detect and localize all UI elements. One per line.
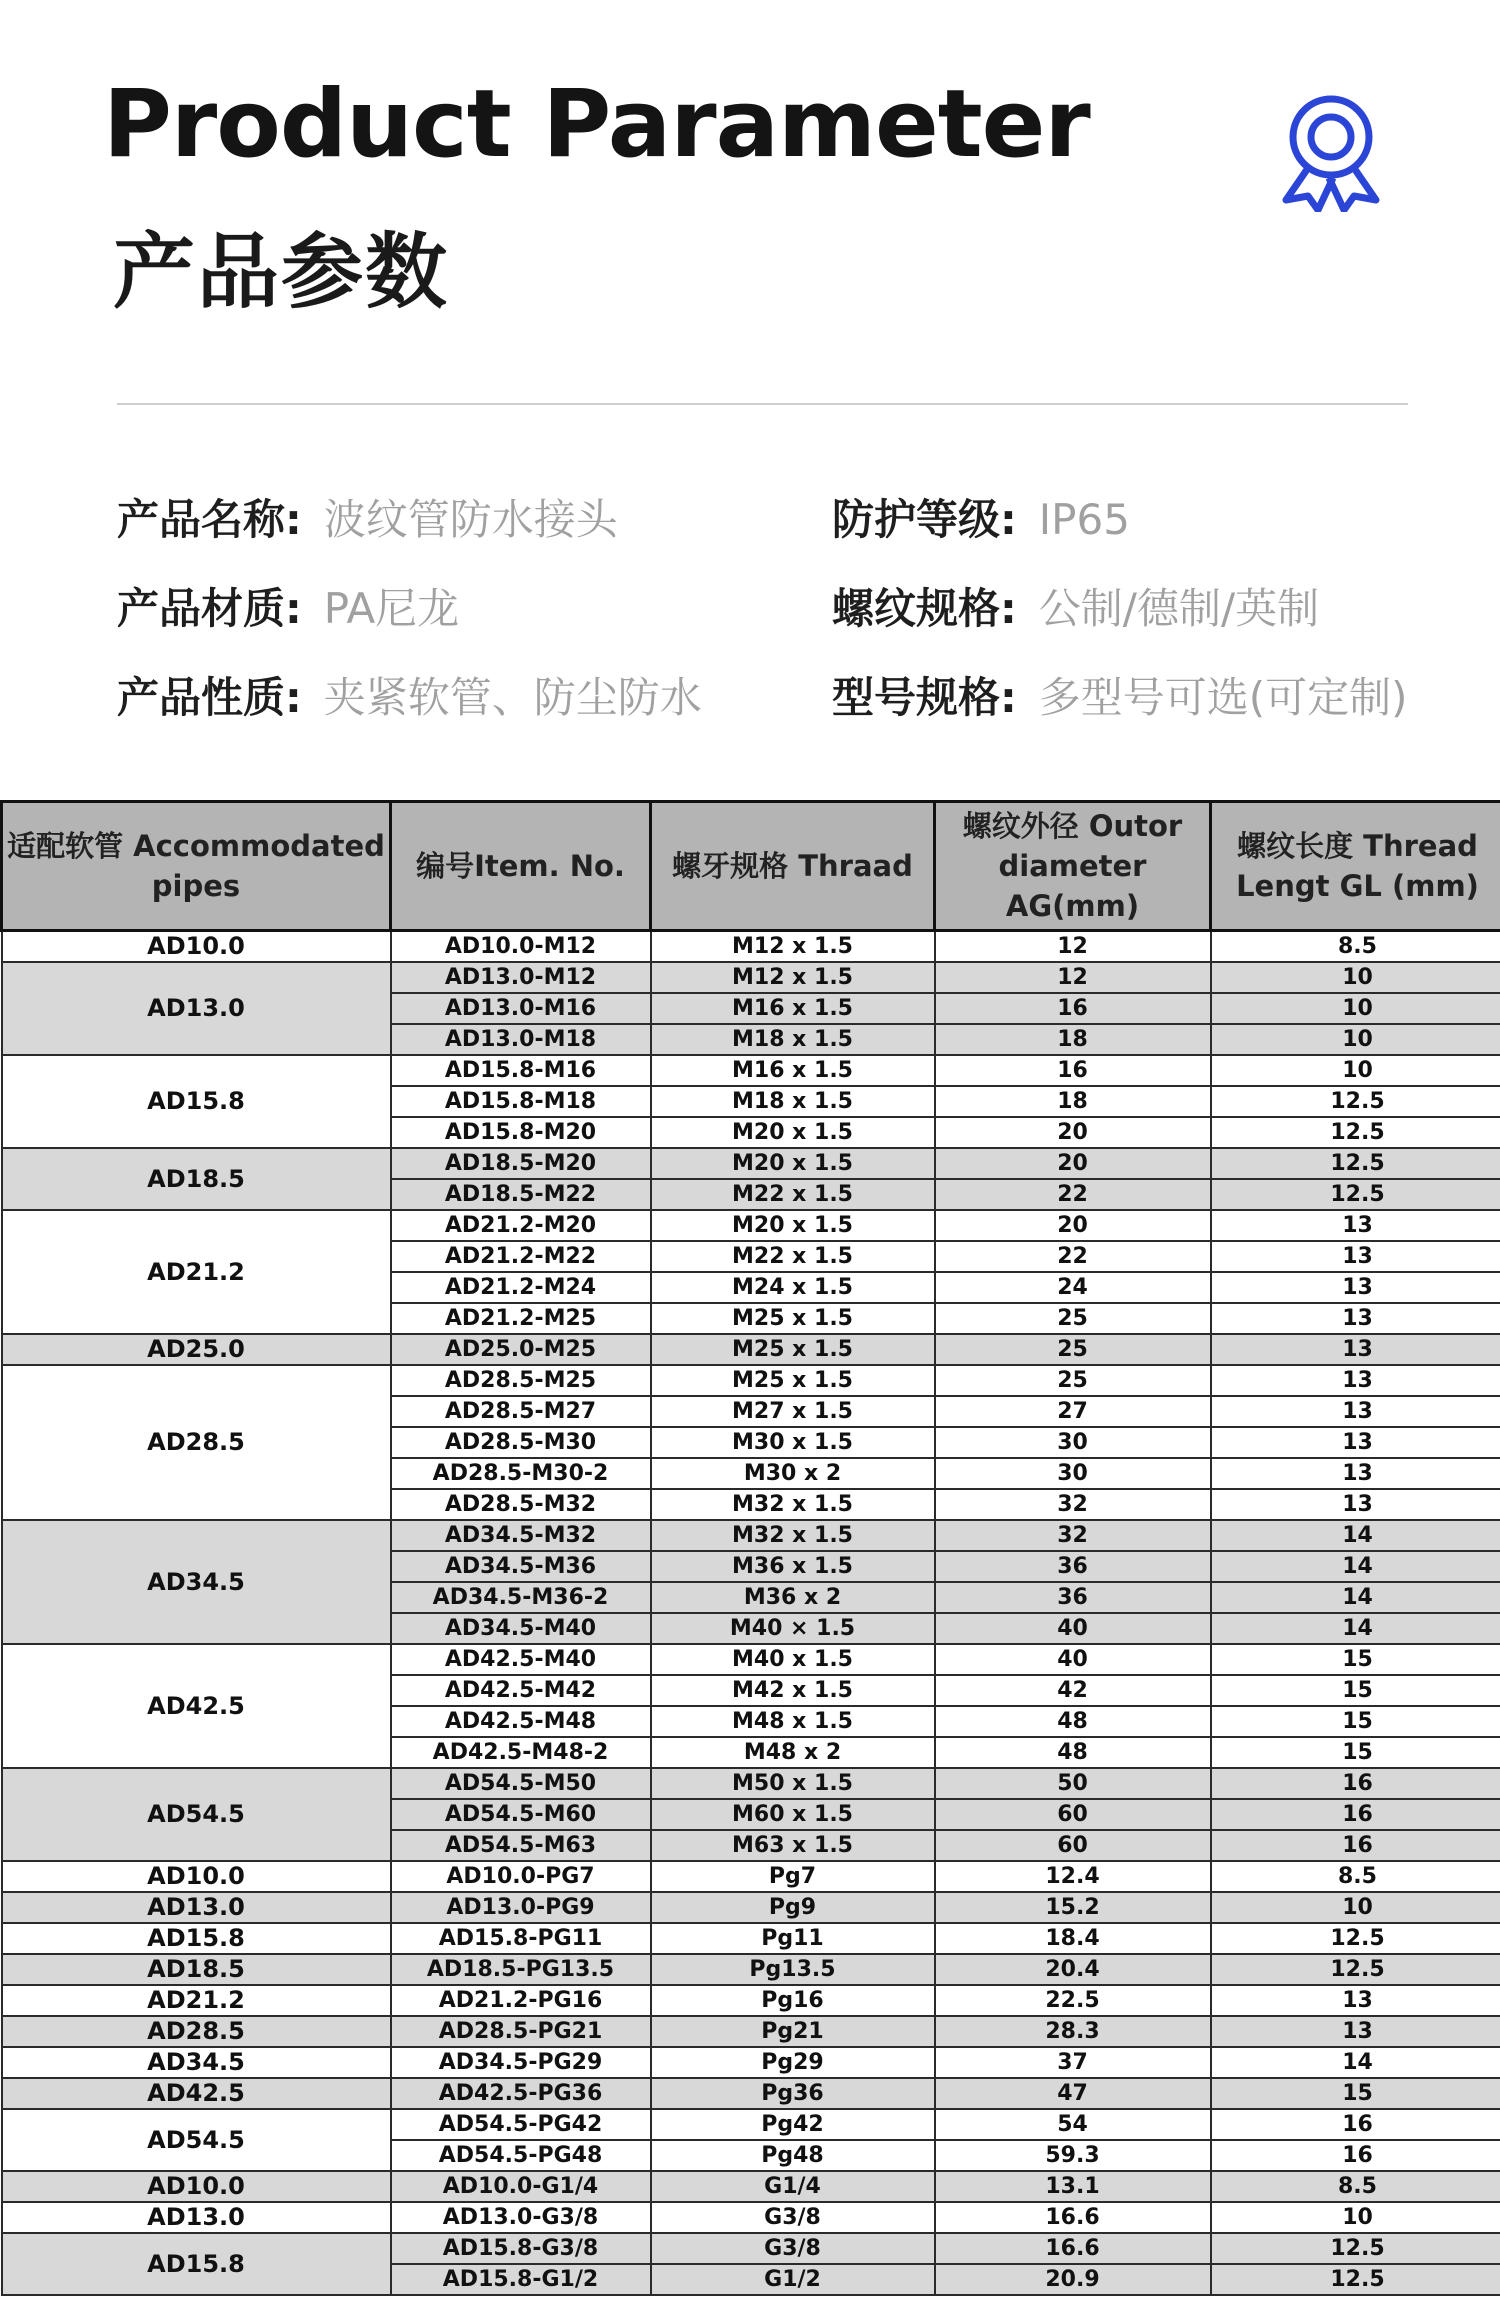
thread-length-cell: 13 (1211, 1985, 1500, 2016)
pipe-cell: AD13.0 (2, 1892, 391, 1923)
thread-cell: M32 x 1.5 (651, 1520, 935, 1551)
thread-length-cell: 13 (1211, 1303, 1500, 1334)
spec-value: 波纹管防水接头 (323, 495, 618, 544)
thread-cell: Pg29 (651, 2047, 935, 2078)
item-no-cell: AD25.0-M25 (391, 1334, 651, 1365)
item-no-cell: AD54.5-M50 (391, 1768, 651, 1799)
thread-cell: G3/8 (651, 2202, 935, 2233)
table-row (2, 1923, 1500, 1954)
thread-length-cell: 12.5 (1211, 1923, 1500, 1954)
thread-length-cell: 16 (1211, 2109, 1500, 2140)
thread-cell: M20 x 1.5 (651, 1148, 935, 1179)
spec-label: 型号规格: (832, 673, 1017, 722)
thread-length-cell: 14 (1211, 1613, 1500, 1644)
outer-diameter-cell: 25 (935, 1303, 1211, 1334)
pipe-cell: AD42.5 (2, 2078, 391, 2109)
page-title-cn: 产品参数 (113, 225, 450, 320)
outer-diameter-cell: 48 (935, 1737, 1211, 1768)
award-ribbon-icon (1278, 92, 1384, 212)
table-row (2, 2109, 1500, 2140)
spec-label: 产品材质: (117, 584, 302, 633)
spec-value: PA尼龙 (323, 584, 460, 633)
outer-diameter-cell: 48 (935, 1706, 1211, 1737)
pipe-cell: AD15.8 (2, 1923, 391, 1954)
thread-length-cell: 16 (1211, 1799, 1500, 1830)
thread-length-cell: 13 (1211, 1427, 1500, 1458)
item-no-cell: AD21.2-M20 (391, 1210, 651, 1241)
thread-length-cell: 15 (1211, 1675, 1500, 1706)
item-no-cell: AD18.5-PG13.5 (391, 1954, 651, 1985)
thread-length-cell: 8.5 (1211, 931, 1500, 963)
item-no-cell: AD28.5-M27 (391, 1396, 651, 1427)
item-no-cell: AD13.0-M18 (391, 1024, 651, 1055)
thread-length-cell: 14 (1211, 1551, 1500, 1582)
thread-length-cell: 13 (1211, 1396, 1500, 1427)
thread-cell: M18 x 1.5 (651, 1024, 935, 1055)
pipe-cell: AD10.0 (2, 2171, 391, 2202)
thread-cell: M20 x 1.5 (651, 1117, 935, 1148)
thread-length-cell: 14 (1211, 2047, 1500, 2078)
outer-diameter-cell: 25 (935, 1334, 1211, 1365)
outer-diameter-cell: 36 (935, 1582, 1211, 1613)
thread-cell: M27 x 1.5 (651, 1396, 935, 1427)
thread-length-cell: 12.5 (1211, 1179, 1500, 1210)
pipe-cell: AD54.5 (2, 2109, 391, 2171)
table-row (2, 1334, 1500, 1365)
thread-length-cell: 14 (1211, 1582, 1500, 1613)
outer-diameter-cell: 50 (935, 1768, 1211, 1799)
outer-diameter-cell: 15.2 (935, 1892, 1211, 1923)
outer-diameter-cell: 16 (935, 993, 1211, 1024)
page-title: Product Parameter (103, 70, 1090, 179)
pipe-cell: AD21.2 (2, 1985, 391, 2016)
thread-length-cell: 10 (1211, 993, 1500, 1024)
item-no-cell: AD13.0-G3/8 (391, 2202, 651, 2233)
item-no-cell: AD15.8-PG11 (391, 1923, 651, 1954)
parameter-table-wrap (0, 800, 1500, 2296)
spec-label: 防护等级: (832, 495, 1017, 544)
outer-diameter-cell: 12.4 (935, 1861, 1211, 1892)
pipe-cell: AD18.5 (2, 1148, 391, 1210)
outer-diameter-cell: 20 (935, 1210, 1211, 1241)
spec-nature (117, 673, 702, 722)
thread-cell: M22 x 1.5 (651, 1241, 935, 1272)
outer-diameter-cell: 60 (935, 1799, 1211, 1830)
thread-cell: M30 x 1.5 (651, 1427, 935, 1458)
thread-length-cell: 13 (1211, 1210, 1500, 1241)
outer-diameter-cell: 20 (935, 1148, 1211, 1179)
thread-cell: Pg16 (651, 1985, 935, 2016)
item-no-cell: AD21.2-PG16 (391, 1985, 651, 2016)
outer-diameter-cell: 12 (935, 931, 1211, 963)
thread-length-cell: 8.5 (1211, 1861, 1500, 1892)
outer-diameter-cell: 18 (935, 1024, 1211, 1055)
thread-cell: M50 x 1.5 (651, 1768, 935, 1799)
outer-diameter-cell: 30 (935, 1427, 1211, 1458)
thread-cell: M25 x 1.5 (651, 1365, 935, 1396)
item-no-cell: AD34.5-PG29 (391, 2047, 651, 2078)
thread-length-cell: 8.5 (1211, 2171, 1500, 2202)
thread-cell: M25 x 1.5 (651, 1334, 935, 1365)
outer-diameter-cell: 18 (935, 1086, 1211, 1117)
thread-cell: M25 x 1.5 (651, 1303, 935, 1334)
item-no-cell: AD10.0-G1/4 (391, 2171, 651, 2202)
thread-cell: M20 x 1.5 (651, 1210, 935, 1241)
thread-cell: M16 x 1.5 (651, 1055, 935, 1086)
item-no-cell: AD13.0-M16 (391, 993, 651, 1024)
thread-cell: Pg36 (651, 2078, 935, 2109)
outer-diameter-cell: 36 (935, 1551, 1211, 1582)
outer-diameter-cell: 24 (935, 1272, 1211, 1303)
thread-length-cell: 15 (1211, 1706, 1500, 1737)
table-row (2, 1892, 1500, 1923)
item-no-cell: AD42.5-M48 (391, 1706, 651, 1737)
outer-diameter-cell: 54 (935, 2109, 1211, 2140)
thread-length-cell: 13 (1211, 1365, 1500, 1396)
col-header-outer-diameter: 螺纹外径 Outor diameter AG(mm) (935, 802, 1211, 931)
pipe-cell: AD28.5 (2, 2016, 391, 2047)
outer-diameter-cell: 16 (935, 1055, 1211, 1086)
pipe-cell: AD21.2 (2, 1210, 391, 1334)
table-row (2, 1520, 1500, 1551)
outer-diameter-cell: 12 (935, 962, 1211, 993)
item-no-cell: AD15.8-G1/2 (391, 2264, 651, 2295)
thread-cell: M32 x 1.5 (651, 1489, 935, 1520)
thread-cell: Pg21 (651, 2016, 935, 2047)
parameter-table (0, 800, 1500, 2296)
thread-cell: M48 x 2 (651, 1737, 935, 1768)
pipe-cell: AD10.0 (2, 1861, 391, 1892)
thread-length-cell: 16 (1211, 1768, 1500, 1799)
thread-length-cell: 12.5 (1211, 1117, 1500, 1148)
thread-length-cell: 12.5 (1211, 1148, 1500, 1179)
table-row (2, 1365, 1500, 1396)
thread-length-cell: 12.5 (1211, 2264, 1500, 2295)
outer-diameter-cell: 60 (935, 1830, 1211, 1861)
thread-cell: M36 x 1.5 (651, 1551, 935, 1582)
item-no-cell: AD13.0-M12 (391, 962, 651, 993)
pipe-cell: AD34.5 (2, 1520, 391, 1644)
thread-cell: Pg13.5 (651, 1954, 935, 1985)
thread-length-cell: 10 (1211, 1892, 1500, 1923)
outer-diameter-cell: 32 (935, 1520, 1211, 1551)
thread-length-cell: 10 (1211, 1024, 1500, 1055)
thread-cell: M12 x 1.5 (651, 931, 935, 963)
thread-cell: M36 x 2 (651, 1582, 935, 1613)
thread-cell: M30 x 2 (651, 1458, 935, 1489)
outer-diameter-cell: 20.9 (935, 2264, 1211, 2295)
thread-cell: G1/2 (651, 2264, 935, 2295)
thread-length-cell: 13 (1211, 1334, 1500, 1365)
pipe-cell: AD54.5 (2, 1768, 391, 1861)
item-no-cell: AD28.5-M25 (391, 1365, 651, 1396)
spec-value: 夹紧软管、防尘防水 (323, 673, 702, 722)
spec-protection-level (832, 495, 1130, 544)
outer-diameter-cell: 28.3 (935, 2016, 1211, 2047)
table-row (2, 2171, 1500, 2202)
item-no-cell: AD18.5-M20 (391, 1148, 651, 1179)
item-no-cell: AD54.5-M60 (391, 1799, 651, 1830)
outer-diameter-cell: 37 (935, 2047, 1211, 2078)
item-no-cell: AD42.5-M40 (391, 1644, 651, 1675)
spec-value: IP65 (1038, 495, 1130, 544)
pipe-cell: AD13.0 (2, 2202, 391, 2233)
outer-diameter-cell: 47 (935, 2078, 1211, 2109)
item-no-cell: AD34.5-M40 (391, 1613, 651, 1644)
item-no-cell: AD42.5-M42 (391, 1675, 651, 1706)
table-header-row (2, 802, 1500, 931)
spec-product-name (117, 495, 618, 544)
thread-cell: M12 x 1.5 (651, 962, 935, 993)
item-no-cell: AD54.5-PG48 (391, 2140, 651, 2171)
item-no-cell: AD34.5-M32 (391, 1520, 651, 1551)
thread-length-cell: 15 (1211, 2078, 1500, 2109)
table-row (2, 1210, 1500, 1241)
item-no-cell: AD21.2-M25 (391, 1303, 651, 1334)
pipe-cell: AD34.5 (2, 2047, 391, 2078)
item-no-cell: AD13.0-PG9 (391, 1892, 651, 1923)
table-row (2, 2016, 1500, 2047)
spec-label: 产品名称: (117, 495, 302, 544)
thread-length-cell: 10 (1211, 962, 1500, 993)
thread-length-cell: 12.5 (1211, 2233, 1500, 2264)
item-no-cell: AD28.5-M30 (391, 1427, 651, 1458)
outer-diameter-cell: 40 (935, 1644, 1211, 1675)
item-no-cell: AD18.5-M22 (391, 1179, 651, 1210)
outer-diameter-cell: 20 (935, 1117, 1211, 1148)
thread-length-cell: 13 (1211, 1241, 1500, 1272)
col-header-item-no: 编号Item. No. (391, 802, 651, 931)
thread-length-cell: 12.5 (1211, 1954, 1500, 1985)
pipe-cell: AD42.5 (2, 1644, 391, 1768)
item-no-cell: AD21.2-M22 (391, 1241, 651, 1272)
thread-cell: M16 x 1.5 (651, 993, 935, 1024)
thread-cell: M40 × 1.5 (651, 1613, 935, 1644)
outer-diameter-cell: 42 (935, 1675, 1211, 1706)
outer-diameter-cell: 22 (935, 1179, 1211, 1210)
thread-length-cell: 13 (1211, 1272, 1500, 1303)
item-no-cell: AD42.5-M48-2 (391, 1737, 651, 1768)
table-row (2, 1954, 1500, 1985)
thread-length-cell: 14 (1211, 1520, 1500, 1551)
item-no-cell: AD15.8-M18 (391, 1086, 651, 1117)
pipe-cell: AD15.8 (2, 2233, 391, 2295)
table-row (2, 2078, 1500, 2109)
outer-diameter-cell: 18.4 (935, 1923, 1211, 1954)
spec-value: 公制/德制/英制 (1038, 584, 1320, 633)
table-row (2, 1861, 1500, 1892)
outer-diameter-cell: 25 (935, 1365, 1211, 1396)
item-no-cell: AD21.2-M24 (391, 1272, 651, 1303)
outer-diameter-cell: 20.4 (935, 1954, 1211, 1985)
thread-length-cell: 10 (1211, 2202, 1500, 2233)
item-no-cell: AD54.5-PG42 (391, 2109, 651, 2140)
spec-label: 螺纹规格: (832, 584, 1017, 633)
table-row (2, 1768, 1500, 1799)
thread-length-cell: 13 (1211, 1489, 1500, 1520)
thread-length-cell: 13 (1211, 1458, 1500, 1489)
pipe-cell: AD10.0 (2, 931, 391, 963)
outer-diameter-cell: 22 (935, 1241, 1211, 1272)
spec-label: 产品性质: (117, 673, 302, 722)
page-header (0, 0, 1500, 770)
table-row (2, 2202, 1500, 2233)
thread-cell: M42 x 1.5 (651, 1675, 935, 1706)
thread-cell: Pg7 (651, 1861, 935, 1892)
item-no-cell: AD15.8-M20 (391, 1117, 651, 1148)
table-row (2, 962, 1500, 993)
outer-diameter-cell: 32 (935, 1489, 1211, 1520)
spec-value: 多型号可选(可定制) (1038, 673, 1408, 722)
table-body (2, 931, 1500, 2296)
thread-cell: M48 x 1.5 (651, 1706, 935, 1737)
col-header-pipe: 适配软管 Accommodated pipes (2, 802, 391, 931)
item-no-cell: AD28.5-PG21 (391, 2016, 651, 2047)
col-header-thread: 螺牙规格 Thraad (651, 802, 935, 931)
table-row (2, 931, 1500, 963)
outer-diameter-cell: 40 (935, 1613, 1211, 1644)
item-no-cell: AD34.5-M36-2 (391, 1582, 651, 1613)
pipe-cell: AD28.5 (2, 1365, 391, 1520)
pipe-cell: AD13.0 (2, 962, 391, 1055)
pipe-cell: AD18.5 (2, 1954, 391, 1985)
thread-length-cell: 16 (1211, 2140, 1500, 2171)
table-row (2, 2047, 1500, 2078)
outer-diameter-cell: 16.6 (935, 2202, 1211, 2233)
outer-diameter-cell: 13.1 (935, 2171, 1211, 2202)
spec-thread-standard (832, 584, 1320, 633)
col-header-thread-length: 螺纹长度 Thread Lengt GL (mm) (1211, 802, 1500, 931)
thread-length-cell: 15 (1211, 1644, 1500, 1675)
item-no-cell: AD15.8-M16 (391, 1055, 651, 1086)
thread-length-cell: 12.5 (1211, 1086, 1500, 1117)
item-no-cell: AD10.0-M12 (391, 931, 651, 963)
thread-cell: G3/8 (651, 2233, 935, 2264)
table-row (2, 1985, 1500, 2016)
thread-cell: Pg48 (651, 2140, 935, 2171)
thread-cell: M60 x 1.5 (651, 1799, 935, 1830)
thread-cell: M24 x 1.5 (651, 1272, 935, 1303)
item-no-cell: AD10.0-PG7 (391, 1861, 651, 1892)
pipe-cell: AD15.8 (2, 1055, 391, 1148)
thread-cell: M22 x 1.5 (651, 1179, 935, 1210)
item-no-cell: AD15.8-G3/8 (391, 2233, 651, 2264)
thread-cell: M40 x 1.5 (651, 1644, 935, 1675)
outer-diameter-cell: 16.6 (935, 2233, 1211, 2264)
table-row (2, 1148, 1500, 1179)
table-row (2, 1644, 1500, 1675)
thread-length-cell: 16 (1211, 1830, 1500, 1861)
thread-cell: M18 x 1.5 (651, 1086, 935, 1117)
table-row (2, 2233, 1500, 2264)
spec-model (832, 673, 1408, 722)
outer-diameter-cell: 22.5 (935, 1985, 1211, 2016)
item-no-cell: AD54.5-M63 (391, 1830, 651, 1861)
outer-diameter-cell: 59.3 (935, 2140, 1211, 2171)
spec-material (117, 584, 460, 633)
thread-length-cell: 13 (1211, 2016, 1500, 2047)
outer-diameter-cell: 30 (935, 1458, 1211, 1489)
thread-cell: Pg11 (651, 1923, 935, 1954)
outer-diameter-cell: 27 (935, 1396, 1211, 1427)
item-no-cell: AD34.5-M36 (391, 1551, 651, 1582)
item-no-cell: AD28.5-M30-2 (391, 1458, 651, 1489)
thread-cell: M63 x 1.5 (651, 1830, 935, 1861)
thread-length-cell: 15 (1211, 1737, 1500, 1768)
table-row (2, 1055, 1500, 1086)
thread-length-cell: 10 (1211, 1055, 1500, 1086)
thread-cell: G1/4 (651, 2171, 935, 2202)
thread-cell: Pg9 (651, 1892, 935, 1923)
thread-cell: Pg42 (651, 2109, 935, 2140)
pipe-cell: AD25.0 (2, 1334, 391, 1365)
item-no-cell: AD28.5-M32 (391, 1489, 651, 1520)
item-no-cell: AD42.5-PG36 (391, 2078, 651, 2109)
header-divider (117, 403, 1408, 405)
